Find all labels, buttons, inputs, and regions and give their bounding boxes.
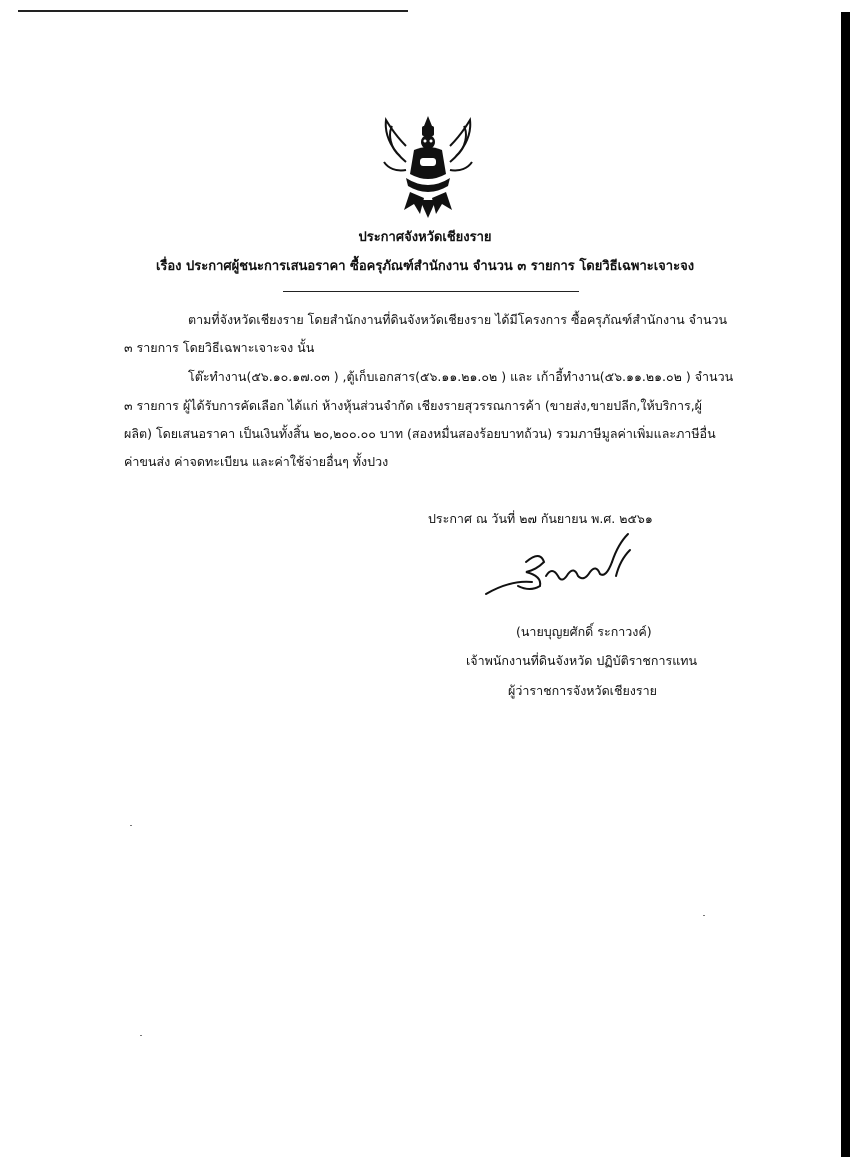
body-line: ๓ รายการ โดยวิธีเฉพาะเจาะจง นั้น <box>124 340 315 355</box>
body-line: ค่าขนส่ง ค่าจดทะเบียน และค่าใช้จ่ายอื่นๆ ทั้งปวง <box>124 454 389 469</box>
signer-position: เจ้าพนักงานที่ดินจังหวัด ปฏิบัติราชการแทน <box>466 653 698 668</box>
title-divider <box>283 291 579 292</box>
body-line: ผลิต) โดยเสนอราคา เป็นเงินทั้งสิ้น ๒๐,๒๐๐.๐๐ บาท (สองหมื่นสองร้อยบาทถ้วน) รวมภาษีมูลค่าเพิ่มและภาษีอื่น <box>124 426 716 441</box>
signer-office: ผู้ว่าราชการจังหวัดเชียงราย <box>508 683 657 698</box>
scan-edge-line <box>18 10 408 12</box>
body-line: ตามที่จังหวัดเชียงราย โดยสำนักงานที่ดินจังหวัดเชียงราย ได้มีโครงการ ซื้อครุภัณฑ์สำนักงาน จำนวน <box>188 312 728 327</box>
scan-speck <box>140 1035 142 1036</box>
body-line: โต๊ะทำงาน(๕๖.๑๐.๑๗.๐๓ ) ,ตู้เก็บเอกสาร(๕๖.๑๑.๒๑.๐๒ ) และ เก้าอี้ทำงาน(๕๖.๑๑.๒๑.๐๒ ) จำนวน <box>188 369 734 384</box>
scan-speck <box>130 825 132 826</box>
document-subject: เรื่อง ประกาศผู้ชนะการเสนอราคา ซื้อครุภัณฑ์สำนักงาน จำนวน ๓ รายการ โดยวิธีเฉพาะเจาะจง <box>155 259 695 274</box>
scan-speck <box>703 915 705 916</box>
document-title: ประกาศจังหวัดเชียงราย <box>358 230 492 245</box>
signer-name: (นายบุญยศักดิ์ ระกาวงค์) <box>516 624 652 639</box>
body-line: ๓ รายการ ผู้ได้รับการคัดเลือก ได้แก่ ห้างหุ้นส่วนจำกัด เชียงรายสุวรรณการค้า (ขายส่ง,ขายปลีก,ให้บริการ,ผู้ <box>124 398 702 413</box>
scan-border-bar <box>841 12 850 1157</box>
garuda-emblem-icon <box>376 112 480 220</box>
announce-date: ประกาศ ณ วันที่ ๒๗ กันยายน พ.ศ. ๒๕๖๑ <box>428 511 653 526</box>
handwritten-signature-icon <box>480 532 640 602</box>
